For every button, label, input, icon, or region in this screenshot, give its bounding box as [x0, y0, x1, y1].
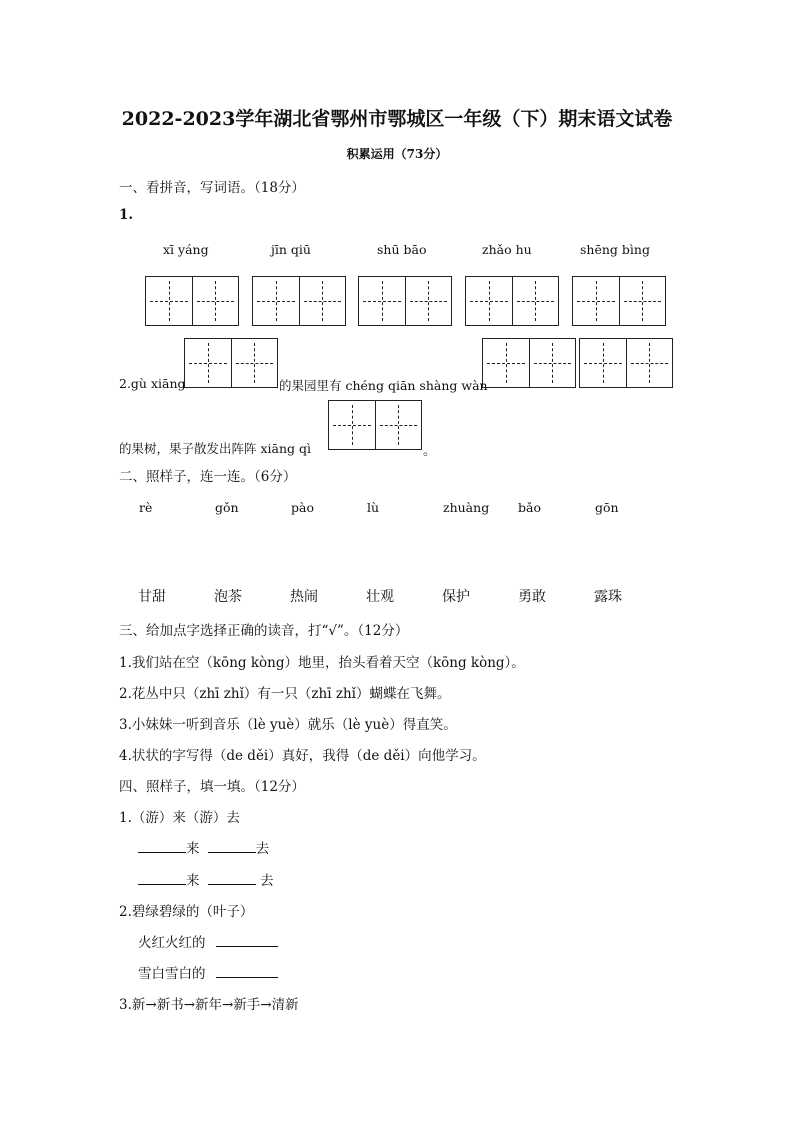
grid-cell[interactable] — [231, 339, 278, 387]
match-word[interactable]: 保护 — [442, 589, 470, 605]
writing-grid[interactable] — [328, 400, 422, 450]
answer-blank[interactable] — [216, 963, 278, 978]
fill-prompt: 火红火红的 — [138, 935, 206, 951]
answer-blank[interactable] — [216, 932, 278, 947]
writing-grid[interactable] — [184, 338, 278, 388]
writing-grid[interactable] — [572, 276, 666, 326]
match-word[interactable]: 泡茶 — [214, 589, 242, 605]
fill-word-lai: 来 — [186, 841, 200, 857]
match-pinyin: gǒn — [215, 500, 239, 515]
page-title: 2022-2023学年湖北省鄂州市鄂城区一年级（下）期末语文试卷 — [121, 108, 673, 130]
match-word[interactable]: 甘甜 — [138, 589, 166, 605]
writing-grid[interactable] — [358, 276, 452, 326]
grid-cell[interactable] — [529, 339, 576, 387]
writing-grid[interactable] — [579, 338, 673, 388]
grid-cell[interactable] — [573, 277, 619, 325]
writing-grid[interactable] — [145, 276, 239, 326]
grid-cell[interactable] — [375, 401, 422, 449]
grid-cell[interactable] — [626, 339, 673, 387]
grid-cell[interactable] — [299, 277, 346, 325]
section3-heading: 三、给加点字选择正确的读音，打“√”。（12分） — [119, 623, 409, 639]
question2-prefix: 2.gù xiāng — [119, 376, 186, 391]
grid-cell[interactable] — [185, 339, 231, 387]
question2-line2: 的果树，果子散发出阵阵 xiāng qì — [119, 441, 311, 456]
fill-word-qu: 去 — [255, 841, 270, 857]
match-word[interactable]: 壮观 — [366, 589, 394, 605]
answer-blank[interactable] — [208, 870, 256, 885]
match-pinyin: gōn — [595, 500, 619, 515]
grid-cell[interactable] — [359, 277, 405, 325]
grid-cell[interactable] — [192, 277, 239, 325]
section2-heading: 二、照样子，连一连。（6分） — [119, 469, 297, 485]
pinyin-label: jīn qiū — [271, 242, 311, 257]
match-pinyin: rè — [139, 500, 153, 515]
match-pinyin: zhuàng — [443, 500, 490, 515]
grid-cell[interactable] — [466, 277, 512, 325]
section4-heading: 四、照样子，填一填。（12分） — [119, 779, 305, 795]
fill-row — [138, 962, 278, 982]
grid-cell[interactable] — [253, 277, 299, 325]
pinyin-label: shū bāo — [377, 242, 427, 257]
question2-end: 。 — [423, 443, 437, 459]
match-pinyin: pào — [291, 500, 314, 515]
question2-middle: 的果园里有 chéng qiān shàng wàn — [279, 378, 488, 393]
fill-word-qu: 去 — [260, 873, 274, 889]
grid-cell[interactable] — [146, 277, 192, 325]
fill-question3-label: 3.新→新书→新年→新手→清新 — [119, 997, 299, 1013]
pronunciation-question: 4.状状的字写得（de děi）真好，我得（de děi）向他学习。 — [119, 748, 486, 764]
fill-question2-label: 2.碧绿碧绿的（叶子） — [119, 904, 254, 920]
fill-row — [138, 931, 278, 951]
pronunciation-question: 2.花丛中只（zhī zhǐ）有一只（zhī zhǐ）蝴蝶在飞舞。 — [119, 686, 451, 702]
pronunciation-question: 3.小妹妹一听到音乐（lè yuè）就乐（lè yuè）得直笑。 — [119, 717, 457, 733]
pronunciation-question: 1.我们站在空（kōng kòng）地里，抬头看着天空（kōng kòng）。 — [119, 655, 525, 671]
match-word[interactable]: 露珠 — [594, 589, 622, 605]
writing-grid[interactable] — [465, 276, 559, 326]
pinyin-label: shēng bìng — [580, 242, 650, 257]
grid-cell[interactable] — [329, 401, 375, 449]
grid-cell[interactable] — [619, 277, 666, 325]
fill-question1-label: 1.（游）来（游）去 — [119, 810, 240, 826]
grid-cell[interactable] — [512, 277, 559, 325]
fill-prompt: 雪白雪白的 — [138, 966, 206, 982]
pinyin-label: xī yáng — [163, 242, 209, 257]
answer-blank[interactable] — [138, 870, 186, 885]
grid-cell[interactable] — [405, 277, 452, 325]
question1-label: 1. — [119, 207, 134, 223]
match-word[interactable]: 勇敢 — [518, 589, 546, 605]
match-pinyin: bǎo — [518, 500, 541, 515]
fill-word-lai: 来 — [186, 873, 200, 889]
pinyin-label: zhǎo hu — [482, 242, 532, 257]
grid-cell[interactable] — [580, 339, 626, 387]
match-word[interactable]: 热闹 — [290, 589, 318, 605]
answer-blank[interactable] — [208, 838, 256, 853]
fill-row — [138, 837, 269, 857]
fill-row — [138, 869, 274, 889]
section-subtitle: 积累运用（73分） — [346, 147, 448, 161]
grid-cell[interactable] — [483, 339, 529, 387]
match-pinyin: lù — [367, 500, 380, 515]
writing-grid[interactable] — [482, 338, 576, 388]
writing-grid[interactable] — [252, 276, 346, 326]
section1-heading: 一、看拼音，写词语。（18分） — [119, 180, 305, 196]
answer-blank[interactable] — [138, 838, 186, 853]
